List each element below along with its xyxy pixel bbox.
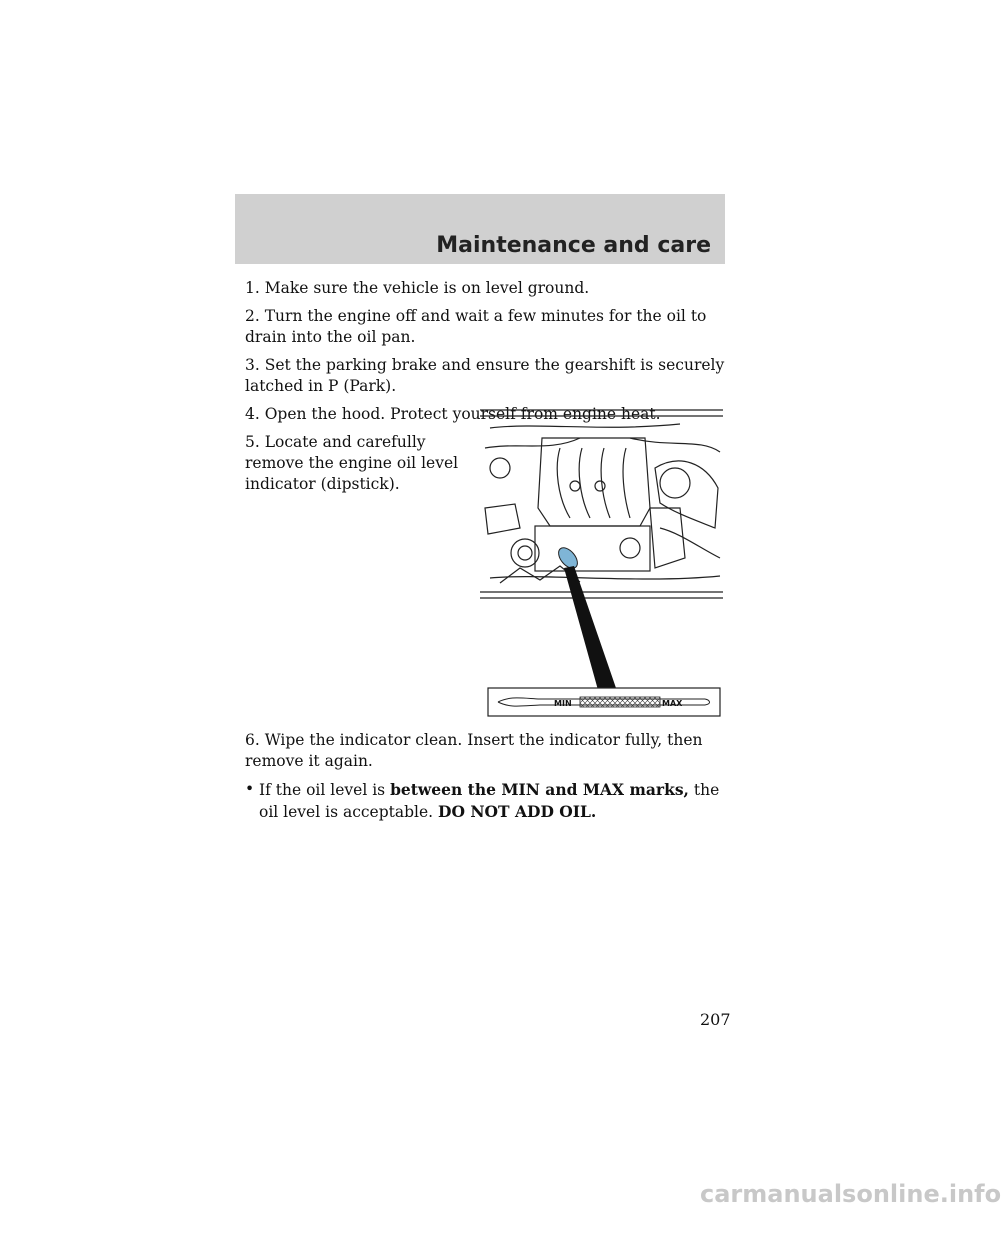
engine-dipstick-illustration	[480, 408, 725, 727]
section-title: Maintenance and care	[436, 233, 711, 258]
engine-drawing	[480, 408, 725, 723]
right-bracket	[650, 508, 685, 568]
intake-runner	[557, 448, 570, 518]
step-5: 5. Locate and carefully remove the engine oil level indicator (dipstick).	[245, 433, 459, 493]
engine-block	[535, 526, 650, 571]
lower-hose	[490, 576, 720, 579]
step-3: 3. Set the parking brake and ensure the gearshift is securely latched in P (Park).	[245, 356, 725, 395]
bullet-text-part1: If the oil level is	[259, 781, 391, 799]
bullet-item	[245, 779, 725, 823]
bullet-text-part2: the oil level is acceptable.	[259, 781, 720, 821]
bullet-symbol: •	[245, 780, 255, 798]
step-6: 6. Wipe the indicator clean. Insert the indicator fully, then remove it again.	[245, 731, 703, 770]
manifold-bolt	[570, 481, 580, 491]
intake-runner	[623, 448, 630, 518]
step-4: 4. Open the hood. Protect yourself from engine heat.	[245, 405, 661, 423]
bullet-bold-part2: DO NOT ADD OIL.	[438, 802, 597, 821]
bullet-text	[259, 779, 725, 823]
intake-manifold	[538, 438, 650, 526]
watermark-logo: carmanualsonline.info	[700, 1180, 1001, 1208]
step-2: 2. Turn the engine off and wait a few minutes for the oil to drain into the oil pan.	[245, 307, 707, 346]
hose-line	[485, 438, 580, 448]
intake-runner	[601, 448, 610, 518]
pointer-arrow	[564, 566, 616, 690]
step-1: 1. Make sure the vehicle is on level ground.	[245, 279, 590, 297]
manifold-bolt	[595, 481, 605, 491]
left-component	[490, 458, 510, 478]
air-intake-tube	[660, 468, 690, 498]
min-label: MIN	[554, 699, 572, 708]
bullet-bold-part1: between the MIN and MAX marks,	[390, 780, 689, 799]
hose-line	[660, 528, 720, 558]
reservoir-cap-inner	[518, 546, 532, 560]
max-label: MAX	[662, 699, 683, 708]
oil-filler-cap	[620, 538, 640, 558]
acceptable-range-hatch	[580, 697, 660, 707]
left-bracket	[485, 504, 520, 534]
section-header	[235, 194, 725, 264]
hose-line	[630, 438, 720, 452]
intake-runner	[579, 448, 590, 518]
page-number: 207	[700, 1010, 731, 1029]
hose-line	[490, 424, 680, 428]
